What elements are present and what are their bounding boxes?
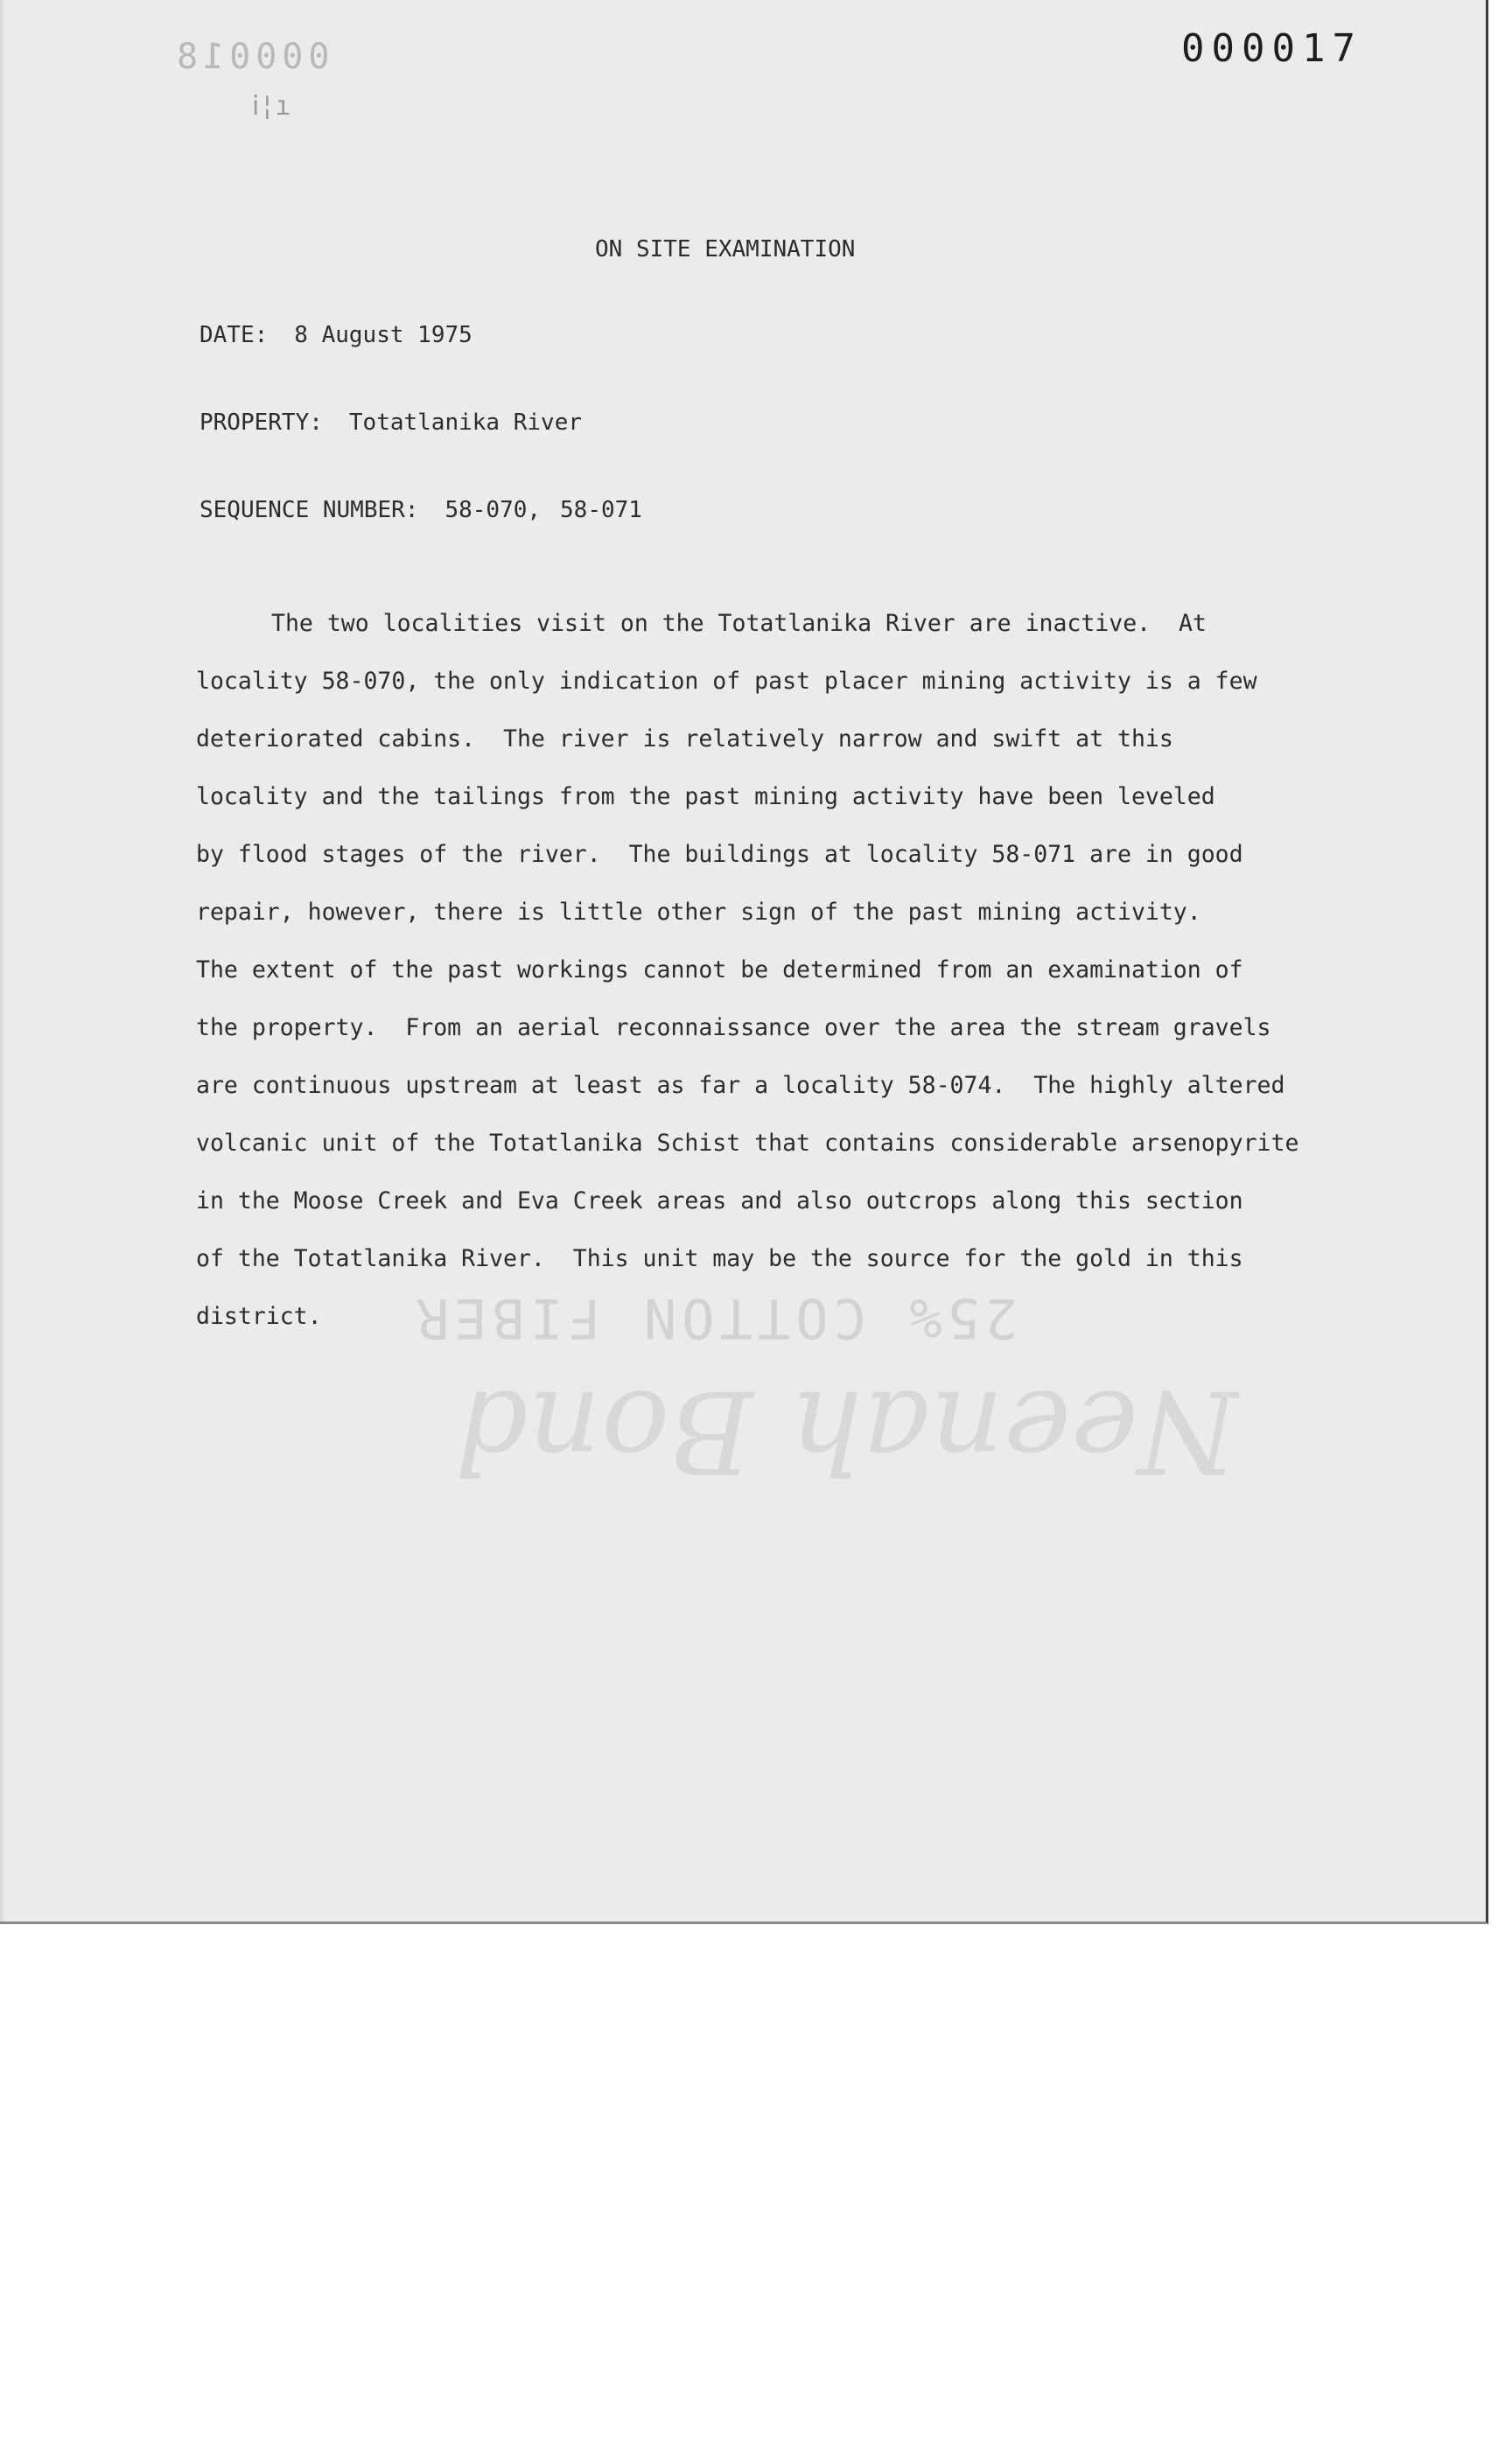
watermark-cotton-fiber: 25% COTTON FIBER bbox=[411, 1286, 1018, 1350]
date-value: 8 August 1975 bbox=[294, 322, 472, 348]
property-value: Totatlanika River bbox=[348, 410, 582, 436]
ghost-stamp-number: 000018 bbox=[172, 37, 330, 77]
body-line: locality 58-070, the only indication of past placer mining activity is a few bbox=[196, 668, 1257, 695]
sequence-value: 58-071 bbox=[560, 497, 642, 523]
body-line: are continuous upstream at least as far a locality 58-074. The highly altered bbox=[196, 1072, 1285, 1099]
body-line: repair, however, there is little other sign of the past mining activity. bbox=[196, 899, 1201, 926]
body-line: locality and the tailings from the past mining activity have been leveled bbox=[196, 783, 1215, 810]
property-label: PROPERTY: bbox=[200, 410, 323, 436]
date-label: DATE: bbox=[200, 322, 269, 348]
body-line: by flood stages of the river. The buildings at locality 58-071 are in good bbox=[196, 841, 1243, 868]
page-title: ON SITE EXAMINATION bbox=[595, 236, 856, 262]
body-line: volcanic unit of the Totatlanika Schist that contains considerable arsenopyrite bbox=[196, 1130, 1299, 1157]
page-stamp-number: 000017 bbox=[1181, 26, 1362, 71]
ghost-mark: ⅰ¦ı bbox=[252, 91, 291, 122]
body-line: of the Totatlanika River. This unit may be the source for the gold in this bbox=[196, 1245, 1243, 1272]
body-line: in the Moose Creek and Eva Creek areas and also outcrops along this section bbox=[196, 1187, 1243, 1214]
sequence-value: 58-070, bbox=[444, 497, 542, 523]
watermark-brand: Neenah Bond bbox=[455, 1365, 1238, 1498]
body-line: the property. From an aerial reconnaissance over the area the stream gravels bbox=[196, 1014, 1271, 1041]
property-field bbox=[200, 410, 582, 436]
scan-edge bbox=[0, 0, 5, 1922]
body-line: The extent of the past workings cannot be determined from an examination of bbox=[196, 956, 1243, 984]
body-line: deteriorated cabins. The river is relatively narrow and swift at this bbox=[196, 725, 1173, 752]
sequence-label: SEQUENCE NUMBER: bbox=[200, 497, 419, 523]
body-line: district. bbox=[196, 1303, 322, 1330]
examination-body bbox=[196, 611, 1404, 1362]
date-field bbox=[200, 322, 472, 348]
sequence-number-field bbox=[200, 497, 642, 523]
body-line: The two localities visit on the Totatlanika River are inactive. At bbox=[271, 610, 1207, 637]
